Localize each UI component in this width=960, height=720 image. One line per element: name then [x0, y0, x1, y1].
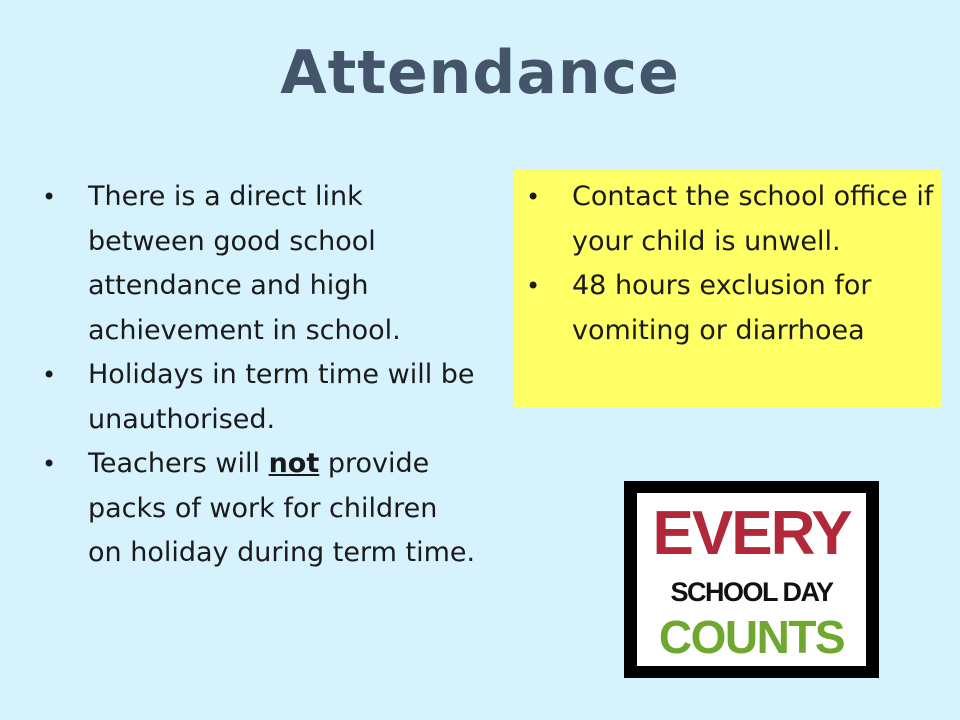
left-bullet-column: [36, 175, 476, 576]
left-bullet-list: [36, 175, 476, 576]
bullet-work-packs-after: provide packs of work for children on holiday during term time.: [88, 448, 476, 568]
bullet-holidays: • Holidays in term time will be unauthorised.: [36, 353, 476, 442]
bullet-exclusion: • 48 hours exclusion for vomiting or diarrhoea: [520, 264, 938, 353]
slide-title: Attendance: [280, 38, 680, 108]
logo-panel: [637, 493, 866, 666]
bullet-attendance-link: • There is a direct link between good school attendance and high achievement in school.: [36, 175, 476, 353]
bullet-work-packs-before: Teachers will: [88, 448, 269, 479]
logo-line-school-day: SCHOOL DAY: [670, 577, 833, 607]
highlight-box: [514, 170, 942, 408]
bullet-contact-office: • Contact the school office if your child is unwell.: [520, 175, 938, 264]
right-bullet-list: [520, 175, 938, 353]
logo-line-counts: COUNTS: [658, 611, 845, 663]
bullet-work-packs: [36, 442, 476, 576]
every-school-day-counts-logo: [624, 481, 879, 678]
bullet-work-packs-emphasis: not: [268, 448, 320, 479]
logo-line-every: EVERY: [652, 499, 851, 568]
